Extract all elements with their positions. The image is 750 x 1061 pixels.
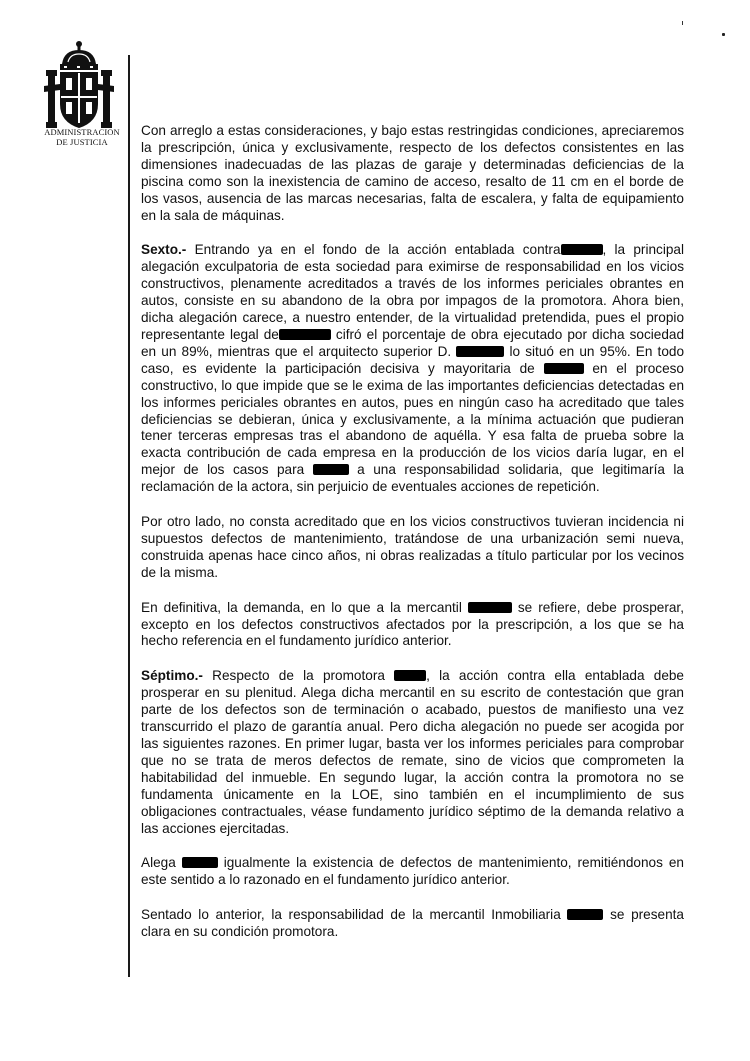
paragraph-conclusion: En definitiva, la demanda, en lo que a la mercantil se refiere, debe prosperar, excepto en los defectos constructivos afectados por la prescripción, a los que se ha hecho referencia en el fundamento jurídico anterior. — [141, 599, 684, 649]
paragraph-maintenance: Por otro lado, no consta acreditado que en los vicios constructivos tuvieran incidencia ni supuestos defectos de mantenimiento, tratándose de una urbanización semi nueva, construida apenas hace cinco años, ni obras realizadas a título particular por los vecinos de la misma. — [141, 514, 684, 580]
paragraph-septimo: Séptimo.- Respecto de la promotora , la acción contra ella entablada debe prosperar en su plenitud. Alega dicha mercantil en su escrito de contestación que gran parte de los defectos son de terminación o acabado, puestos de manifiesto una vez transcurrido el plazo de garantía anual. Pero dicha alegación no puede ser acogida por las siguientes razones. En primer lugar, basta ver los informes periciales para comprobar que no se trata de meros defectos de remate, sino de vicios que comprometen la habitabilidad del inmueble. En segundo lugar, la acción contra la promotora no se fundamenta únicamente en la LOE, sino también en el incumplimiento de sus obligaciones contractuales, véase fundamento jurídico séptimo de la demanda relativo a las acciones ejercitadas. — [141, 668, 684, 836]
section-heading: Séptimo.- — [141, 668, 203, 684]
section-heading: Sexto.- — [141, 242, 187, 258]
redaction-block — [561, 244, 603, 255]
margin-rule — [128, 55, 130, 977]
redaction-block — [279, 329, 331, 340]
document-body — [141, 123, 684, 959]
redaction-block — [182, 857, 218, 868]
paragraph-promotora: Sentado lo anterior, la responsabilidad de la mercantil Inmobiliaria se presenta clara en su condición promotora. — [141, 907, 684, 940]
institution-label: ADMINISTRACION DE JUSTICIA — [44, 127, 120, 147]
redaction-block — [468, 602, 512, 613]
scan-artifact — [682, 21, 683, 25]
spanish-coat-of-arms-icon — [44, 40, 114, 132]
redaction-block — [567, 909, 603, 920]
redaction-block — [313, 464, 349, 475]
scan-artifact — [722, 33, 725, 36]
redaction-block — [544, 363, 584, 374]
paragraph-alega: Alega igualmente la existencia de defectos de mantenimiento, remitiéndonos en este sentido a lo razonado en el fundamento jurídico anterior. — [141, 855, 684, 888]
redaction-block — [456, 346, 504, 357]
paragraph-prescription: Con arreglo a estas consideraciones, y bajo estas restringidas condiciones, apreciaremos la prescripción, única y exclusivamente, respecto de los defectos consistentes en las dimensiones inadecuadas de las plazas de garaje y determinadas deficiencias de la piscina como son la inexistencia de camino de acceso, resalto de 11 cm en el borde de los vasos, ausencia de las marcas necesarias, falta de escalera, y falta de equipamiento en la sala de máquinas. — [141, 123, 684, 223]
paragraph-sexto: Sexto.- Entrando ya en el fondo de la acción entablada contra , la principal alegación exculpatoria de esta sociedad para eximirse de responsabilidad en los vicios constructivos, plenamente acreditados a través de los informes periciales obrantes en autos, consiste en su abandono de la obra por impagos de la promotora. Ahora bien, dicha alegación carece, a nuestro entender, de la virtualidad pretendida, pues el propio representante legal de cifró el porcentaje de obra ejecutado por dicha sociedad en un 89%, mientras que el arquitecto superior D. lo situó en un 95%. En todo caso, es evidente la participación decisiva y mayoritaria de en el proceso constructivo, lo que impide que se le exima de las importantes deficiencias detectadas en los informes periciales obrantes en autos, pues en ningún caso ha acreditado que tales deficiencias se debieran, única y exclusivamente, a la mínima actuación que pudieran tener terceras empresas tras el abandono de aquélla. Y esa falta de prueba sobre la exacta contribución de cada empresa en la producción de los vicios daría lugar, en el mejor de los casos para a una responsabilidad solidaria, que legitimaría la reclamación de la actora, sin perjuicio de eventuales acciones de repetición. — [141, 242, 685, 495]
redaction-block — [394, 670, 426, 681]
